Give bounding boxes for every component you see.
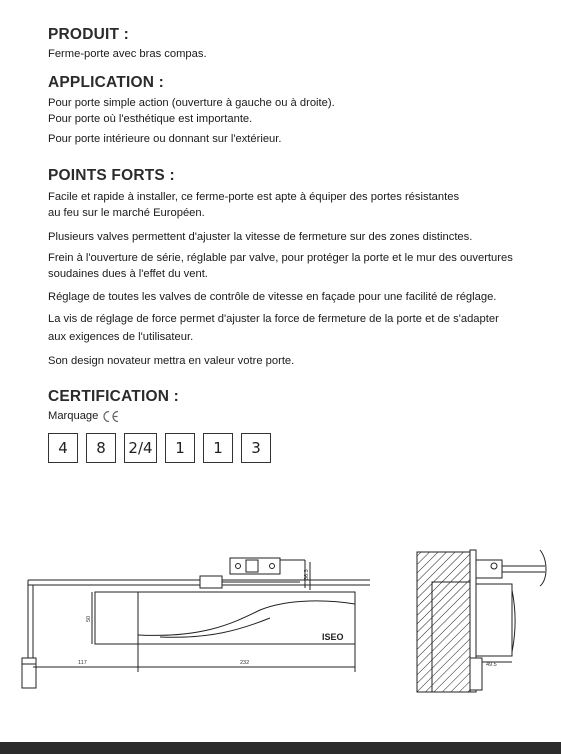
side-view bbox=[417, 550, 546, 692]
dimension-label: 36.3 bbox=[304, 569, 310, 580]
points-forts-line: Frein à l'ouverture de série, réglable par valve, pour protéger la porte et le mur des ouvertures bbox=[48, 252, 513, 264]
points-forts-line: aux exigences de l'utilisateur. bbox=[48, 331, 194, 343]
points-forts-line: Plusieurs valves permettent d'ajuster la vitesse de fermeture sur des zones distinctes. bbox=[48, 231, 473, 243]
dimension-label: 117 bbox=[78, 660, 87, 666]
cert-code-box: 1 bbox=[203, 433, 233, 463]
points-forts-line: Son design novateur mettra en valeur votre porte. bbox=[48, 355, 295, 367]
cert-code-box: 2/4 bbox=[124, 433, 157, 463]
certification-heading: CERTIFICATION : bbox=[48, 388, 180, 405]
produit-heading: PRODUIT : bbox=[48, 26, 130, 43]
iseo-logo: ISEO bbox=[322, 632, 344, 642]
marquage-row bbox=[48, 408, 120, 424]
technical-drawing bbox=[0, 540, 561, 700]
application-line: Pour porte où l'esthétique est importante. bbox=[48, 113, 253, 125]
marquage-label: Marquage bbox=[48, 410, 99, 422]
points-forts-heading: POINTS FORTS : bbox=[48, 167, 175, 184]
points-forts-line: Facile et rapide à installer, ce ferme-porte est apte à équiper des portes résistantes bbox=[48, 191, 460, 203]
points-forts-line: soudaines dues à l'effet du vent. bbox=[48, 268, 208, 280]
points-forts-line: Réglage de toutes les valves de contrôle de vitesse en façade pour une facilité de réglage. bbox=[48, 291, 497, 303]
application-heading: APPLICATION : bbox=[48, 74, 164, 91]
dimension-label: 50 bbox=[86, 615, 92, 622]
points-forts-line: au feu sur le marché Européen. bbox=[48, 207, 205, 219]
cert-code-box: 3 bbox=[241, 433, 271, 463]
points-forts-line: La vis de réglage de force permet d'ajuster la force de fermeture de la porte et de s'adapter bbox=[48, 313, 499, 325]
dimension-label: 232 bbox=[240, 660, 250, 666]
application-line: Pour porte simple action (ouverture à gauche ou à droite). bbox=[48, 97, 335, 109]
front-view bbox=[22, 558, 370, 688]
dimension-label: 49.5 bbox=[486, 662, 497, 668]
produit-text: Ferme-porte avec bras compas. bbox=[48, 48, 207, 60]
cert-code-box: 8 bbox=[86, 433, 116, 463]
cert-code-box: 1 bbox=[165, 433, 195, 463]
ce-mark-icon bbox=[102, 410, 120, 423]
certification-code-boxes bbox=[48, 433, 271, 463]
footer-bar bbox=[0, 742, 561, 754]
application-line: Pour porte intérieure ou donnant sur l'extérieur. bbox=[48, 133, 282, 145]
cert-code-box: 4 bbox=[48, 433, 78, 463]
